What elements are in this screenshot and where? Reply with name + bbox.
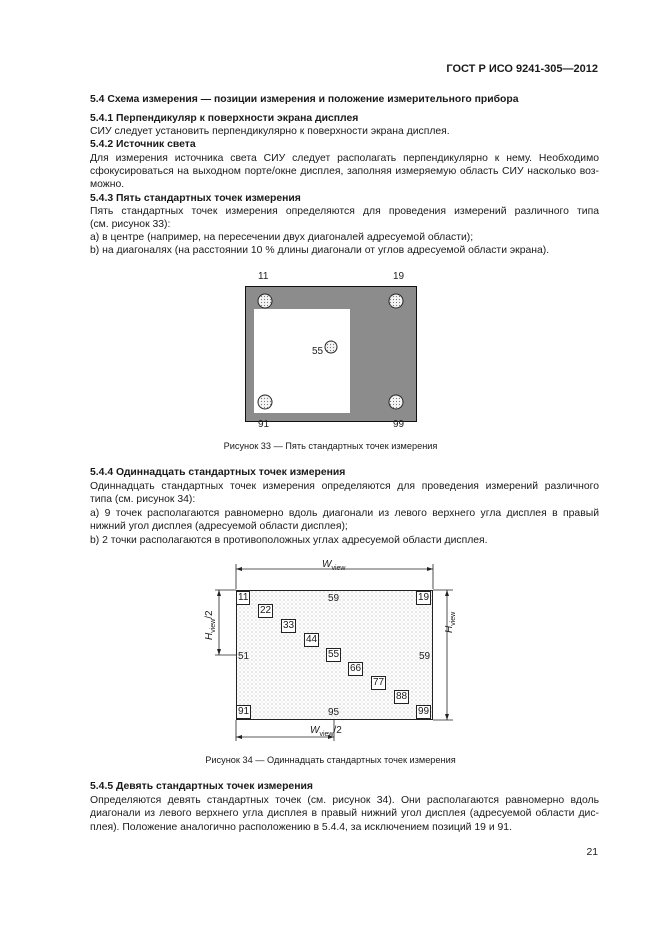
fig34-point-91: 91 <box>238 706 250 717</box>
standard-header: ГОСТ Р ИСО 9241-305—2012 <box>446 63 598 75</box>
fig34-point-55: 55 <box>328 649 340 660</box>
section-5-4-1-text: СИУ следует установить перпендикулярно к поверхности экрана дисплея. <box>90 126 450 137</box>
section-5-4-1-title: 5.4.1 Перпендикуляр к поверхности экрана дисплея <box>90 113 359 124</box>
fig34-w-view-half-label: $W_{view}/2$ <box>310 725 342 738</box>
fig34-point-88: 88 <box>396 691 408 702</box>
section-5-4-3-item-b: b) на диагоналях (на расстоянии 10 % длины диагонали от углов адресуемой области экрана). <box>90 245 550 256</box>
fig34-h-view-half-label: $H_{view}/2$ <box>204 610 217 640</box>
fig34-point-66: 66 <box>350 663 362 674</box>
fig33-label-55: 55 <box>312 346 324 357</box>
figure-33-caption: Рисунок 33 — Пять стандартных точек измерения <box>223 441 438 451</box>
fig34-point-22: 22 <box>260 605 272 616</box>
fig33-label-11: 11 <box>258 271 269 282</box>
section-5-4-3-item-a: a) в центре (например, на пересечении двух диагоналей адресуемой области); <box>90 232 474 243</box>
figure-34-caption: Рисунок 34 — Одиннадцать стандартных точек измерения <box>205 755 456 765</box>
fig34-point-19: 19 <box>418 592 430 603</box>
section-5-4-5-title: 5.4.5 Девять стандартных точек измерения <box>90 781 313 792</box>
fig34-point-59-right: 59 <box>419 651 431 662</box>
fig33-label-91: 91 <box>258 419 270 430</box>
section-5-4-title: 5.4 Схема измерения — позиции измерения и положение измерительного прибора <box>90 94 519 105</box>
section-5-4-4-title: 5.4.4 Одиннадцать стандартных точек измерения <box>90 467 346 478</box>
section-5-4-4-line1: Одиннадцать стандартных точек измерения определяются для проведения измерений различного <box>90 481 599 492</box>
fig34-point-77: 77 <box>373 677 385 688</box>
section-5-4-2-line1: Для измерения источника света СИУ следует располагать перпендикулярно к нему. Необходимо <box>90 153 599 164</box>
section-5-4-2-line2: сфокусироваться на выходном порте/окне дисплея, заполняя измеряемую область СИУ насколько воз- <box>90 166 599 177</box>
fig33-display-diagram <box>245 286 417 422</box>
figure-34 <box>0 555 661 745</box>
fig34-point-95: 95 <box>328 707 340 718</box>
section-5-4-4-line2: типа (см. рисунок 34): <box>90 494 196 505</box>
fig34-point-11: 11 <box>238 592 249 603</box>
fig34-w-view-label: $W_{view}$ <box>322 559 346 572</box>
section-5-4-5-line1: Определяются девять стандартных точек (см. рисунок 34). Они располагаются равномерно вдоль <box>90 795 599 806</box>
fig34-point-33: 33 <box>283 620 295 631</box>
fig34-h-view-label: $H_{view}$ <box>444 611 457 633</box>
fig34-point-99: 99 <box>418 706 430 717</box>
section-5-4-4-item-a-line1: a) 9 точек располагаются равномерно вдоль диагонали из левого верхнего угла дисплея в правый <box>90 508 599 519</box>
fig33-label-19: 19 <box>393 271 405 282</box>
section-5-4-2-line3: можно. <box>90 179 125 190</box>
fig33-label-99: 99 <box>393 419 405 430</box>
section-5-4-4-item-b: b) 2 точки располагаются в противоположных углах адресуемой области дисплея. <box>90 535 488 546</box>
section-5-4-5-line3: плея). Положение аналогично расположению в 5.4.4, за исключением позиций 19 и 91. <box>90 822 512 833</box>
section-5-4-3-line2: (см. рисунок 33): <box>90 219 171 230</box>
fig34-point-59-top: 59 <box>328 593 340 604</box>
section-5-4-5-line2: диагонали из левого верхнего угла дисплея в правый нижний угол дисплея (адресуемой области дис- <box>90 808 599 819</box>
fig34-point-44: 44 <box>306 634 318 645</box>
figure-33 <box>0 260 661 460</box>
section-5-4-3-line1: Пять стандартных точек измерения определяются для проведения измерений различного типа <box>90 206 599 217</box>
section-5-4-2-title: 5.4.2 Источник света <box>90 139 196 150</box>
page-number: 21 <box>586 847 598 858</box>
fig34-point-51: 51 <box>238 651 250 662</box>
section-5-4-3-title: 5.4.3 Пять стандартных точек измерения <box>90 193 301 204</box>
section-5-4-4-item-a-line2: нижний угол дисплея (адресуемой области дисплея); <box>90 521 348 532</box>
